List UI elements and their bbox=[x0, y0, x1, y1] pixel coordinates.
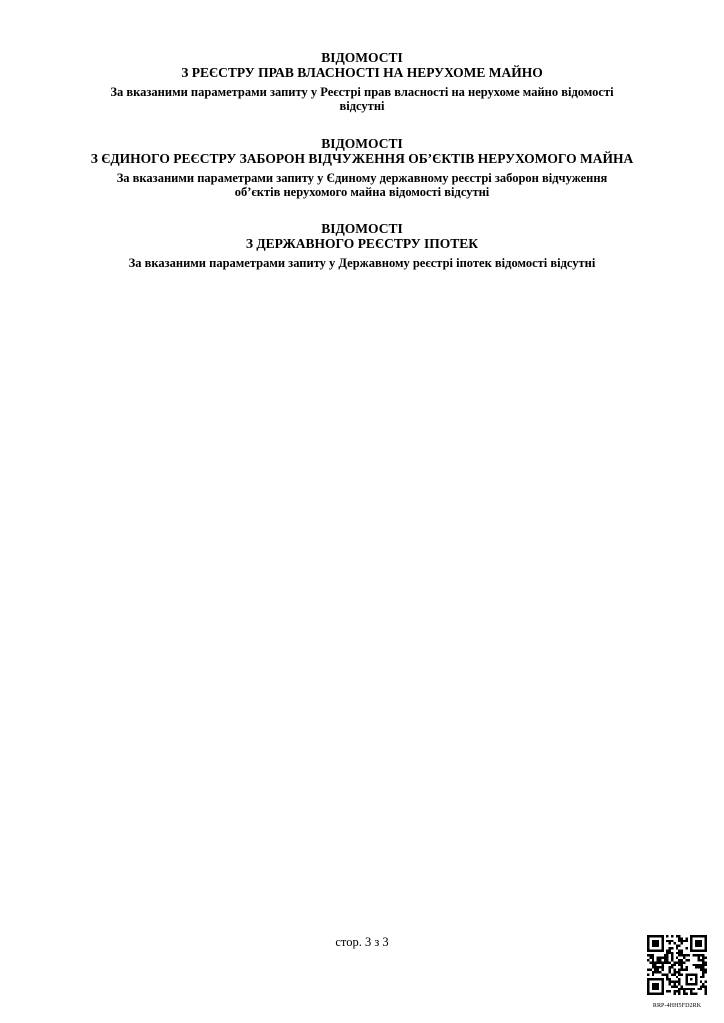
section-body bbox=[60, 171, 664, 199]
section-title: ВІДОМОСТІ bbox=[321, 136, 403, 151]
section-alienation-ban-registry bbox=[60, 136, 664, 199]
section-subtitle: З РЕЄСТРУ ПРАВ ВЛАСНОСТІ НА НЕРУХОМЕ МАЙНО bbox=[181, 65, 543, 80]
section-subtitle: З ДЕРЖАВНОГО РЕЄСТРУ ІПОТЕК bbox=[245, 236, 479, 251]
section-body bbox=[60, 85, 664, 113]
section-mortgage-registry bbox=[60, 221, 664, 270]
body-line: За вказаними параметрами запиту у Реєстрі прав власності на нерухоме майно відомості bbox=[110, 85, 614, 99]
section-property-rights-registry bbox=[60, 50, 664, 113]
body-line: За вказаними параметрами запиту у Державному реєстрі іпотек відомості відсутні bbox=[128, 256, 596, 270]
document-code: RRP-4HH5FD2RK bbox=[652, 1003, 702, 1009]
section-body bbox=[60, 256, 664, 270]
page-number: стор. 3 з 3 bbox=[335, 935, 389, 949]
body-line: відсутні bbox=[339, 99, 385, 113]
body-line: За вказаними параметрами запиту у Єдиному державному реєстрі заборон відчуження bbox=[116, 171, 608, 185]
qr-code-icon bbox=[647, 935, 707, 995]
section-title: ВІДОМОСТІ bbox=[321, 50, 403, 65]
section-title: ВІДОМОСТІ bbox=[321, 221, 403, 236]
body-line: об’єктів нерухомого майна відомості відсутні bbox=[234, 185, 490, 199]
section-subtitle: З ЄДИНОГО РЕЄСТРУ ЗАБОРОН ВІДЧУЖЕННЯ ОБ’ЄКТІВ НЕРУХОМОГО МАЙНА bbox=[90, 151, 634, 166]
